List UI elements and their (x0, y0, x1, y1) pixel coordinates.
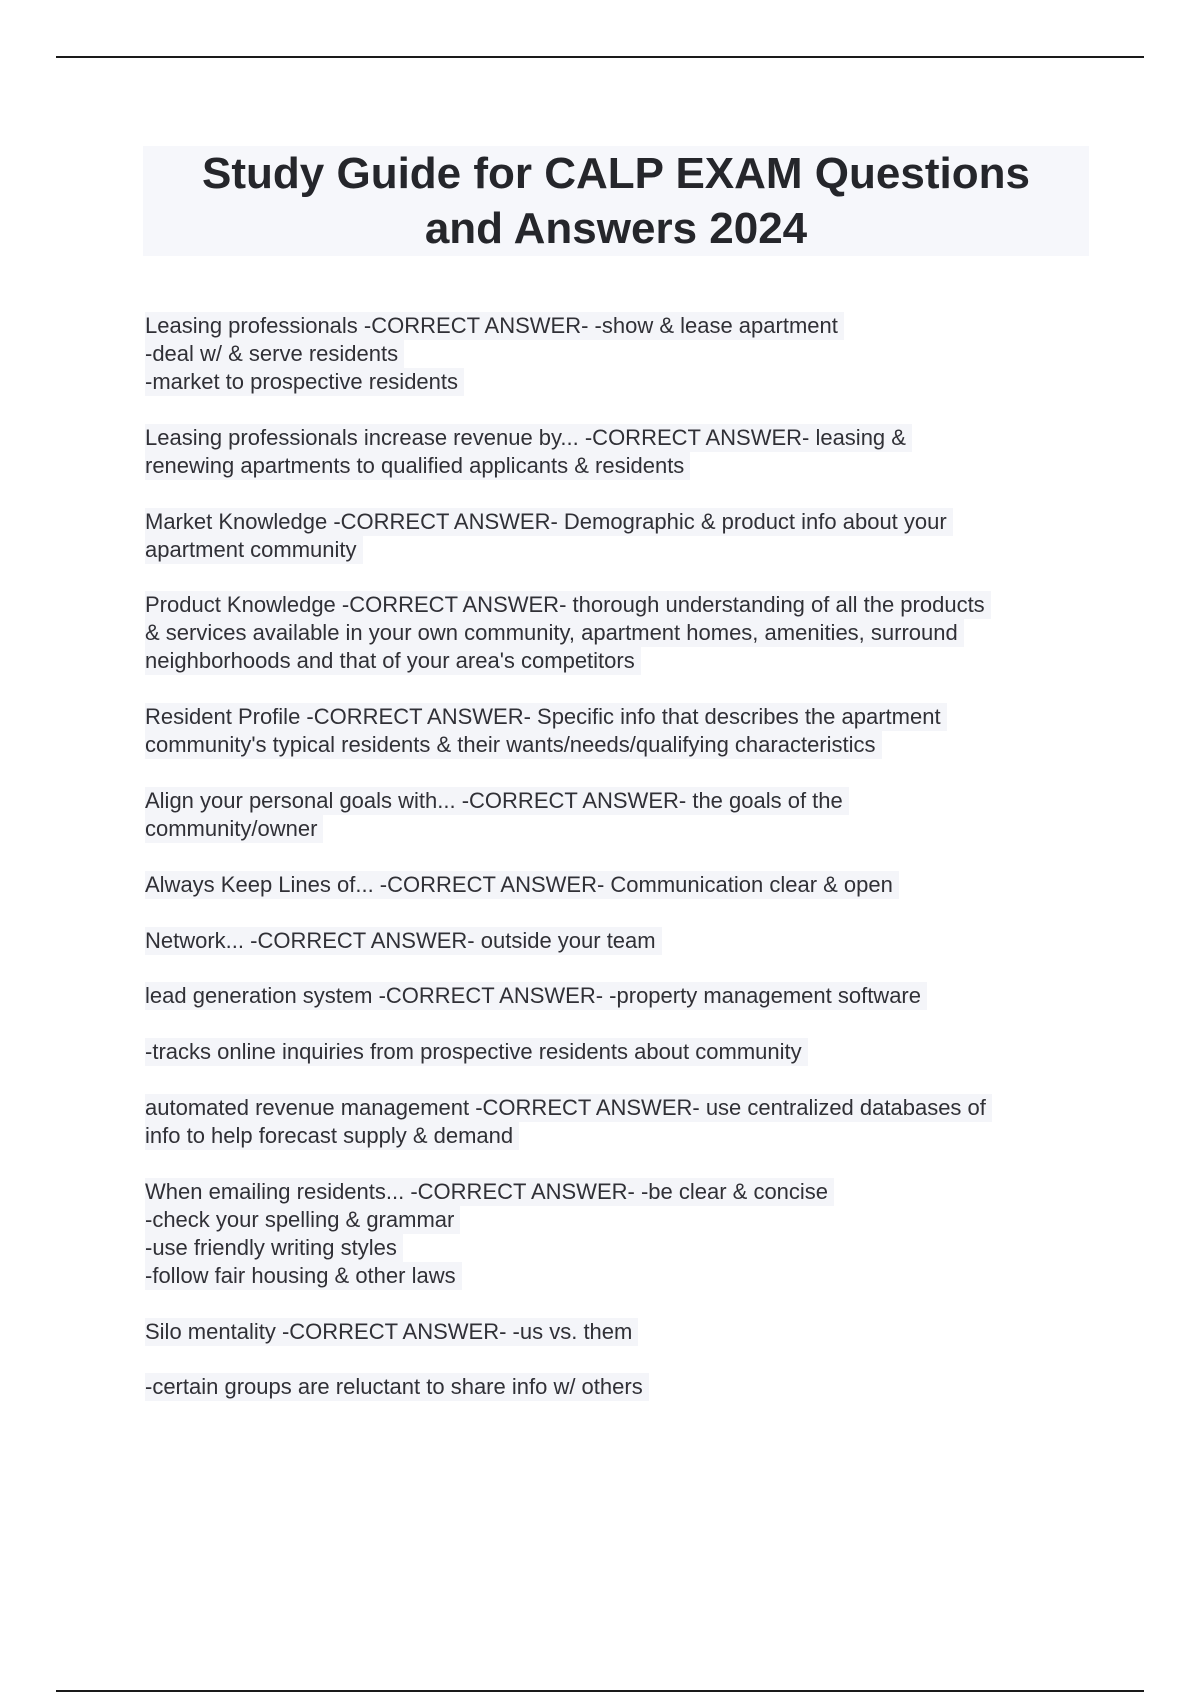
qa-entry-line: -use friendly writing styles (145, 1234, 403, 1262)
qa-entry-line: apartment community (145, 536, 363, 564)
title-block (143, 146, 1089, 256)
bottom-rule (56, 1690, 1144, 1692)
qa-entry-line: When emailing residents... -CORRECT ANSWER- -be clear & concise (145, 1178, 834, 1206)
document-title (202, 146, 1030, 256)
qa-entry-line: -deal w/ & serve residents (145, 340, 404, 368)
qa-entry-line: community's typical residents & their wants/needs/qualifying characteristics (145, 731, 882, 759)
qa-entry-line: info to help forecast supply & demand (145, 1122, 519, 1150)
qa-list (145, 312, 1085, 1429)
qa-entry (145, 1373, 1085, 1401)
qa-entry (145, 1178, 1085, 1290)
qa-entry-line: Always Keep Lines of... -CORRECT ANSWER- Communication clear & open (145, 871, 899, 899)
qa-entry (145, 312, 1085, 396)
document-title-line-2: and Answers 2024 (424, 204, 808, 253)
qa-entry-line: renewing apartments to qualified applicants & residents (145, 452, 690, 480)
qa-entry (145, 871, 1085, 899)
qa-entry-line: Leasing professionals increase revenue by... -CORRECT ANSWER- leasing & (145, 424, 912, 452)
qa-entry-line: neighborhoods and that of your area's competitors (145, 647, 641, 675)
qa-entry (145, 508, 1085, 564)
qa-entry (145, 424, 1085, 480)
qa-entry (145, 703, 1085, 759)
qa-entry (145, 982, 1085, 1010)
qa-entry (145, 927, 1085, 955)
document-title-line-1: Study Guide for CALP EXAM Questions (202, 149, 1030, 198)
top-rule (56, 56, 1144, 58)
qa-entry-line: Leasing professionals -CORRECT ANSWER- -show & lease apartment (145, 312, 844, 340)
qa-entry-line: Resident Profile -CORRECT ANSWER- Specific info that describes the apartment (145, 703, 947, 731)
qa-entry-line: -check your spelling & grammar (145, 1206, 460, 1234)
qa-entry-line: -follow fair housing & other laws (145, 1262, 462, 1290)
qa-entry-line: & services available in your own community, apartment homes, amenities, surround (145, 619, 964, 647)
qa-entry-line: -certain groups are reluctant to share info w/ others (145, 1373, 649, 1401)
qa-entry-line: Align your personal goals with... -CORRECT ANSWER- the goals of the (145, 787, 849, 815)
qa-entry-line: automated revenue management -CORRECT ANSWER- use centralized databases of (145, 1094, 992, 1122)
qa-entry-line: -tracks online inquiries from prospective residents about community (145, 1038, 808, 1066)
qa-entry-line: Market Knowledge -CORRECT ANSWER- Demographic & product info about your (145, 508, 953, 536)
qa-entry (145, 1318, 1085, 1346)
qa-entry-line: lead generation system -CORRECT ANSWER- -property management software (145, 982, 927, 1010)
qa-entry-line: community/owner (145, 815, 323, 843)
qa-entry (145, 787, 1085, 843)
qa-entry-line: Silo mentality -CORRECT ANSWER- -us vs. them (145, 1318, 638, 1346)
qa-entry-line: Network... -CORRECT ANSWER- outside your team (145, 927, 662, 955)
qa-entry (145, 1094, 1085, 1150)
qa-entry (145, 1038, 1085, 1066)
qa-entry-line: -market to prospective residents (145, 368, 464, 396)
qa-entry-line: Product Knowledge -CORRECT ANSWER- thorough understanding of all the products (145, 591, 991, 619)
qa-entry (145, 591, 1085, 675)
